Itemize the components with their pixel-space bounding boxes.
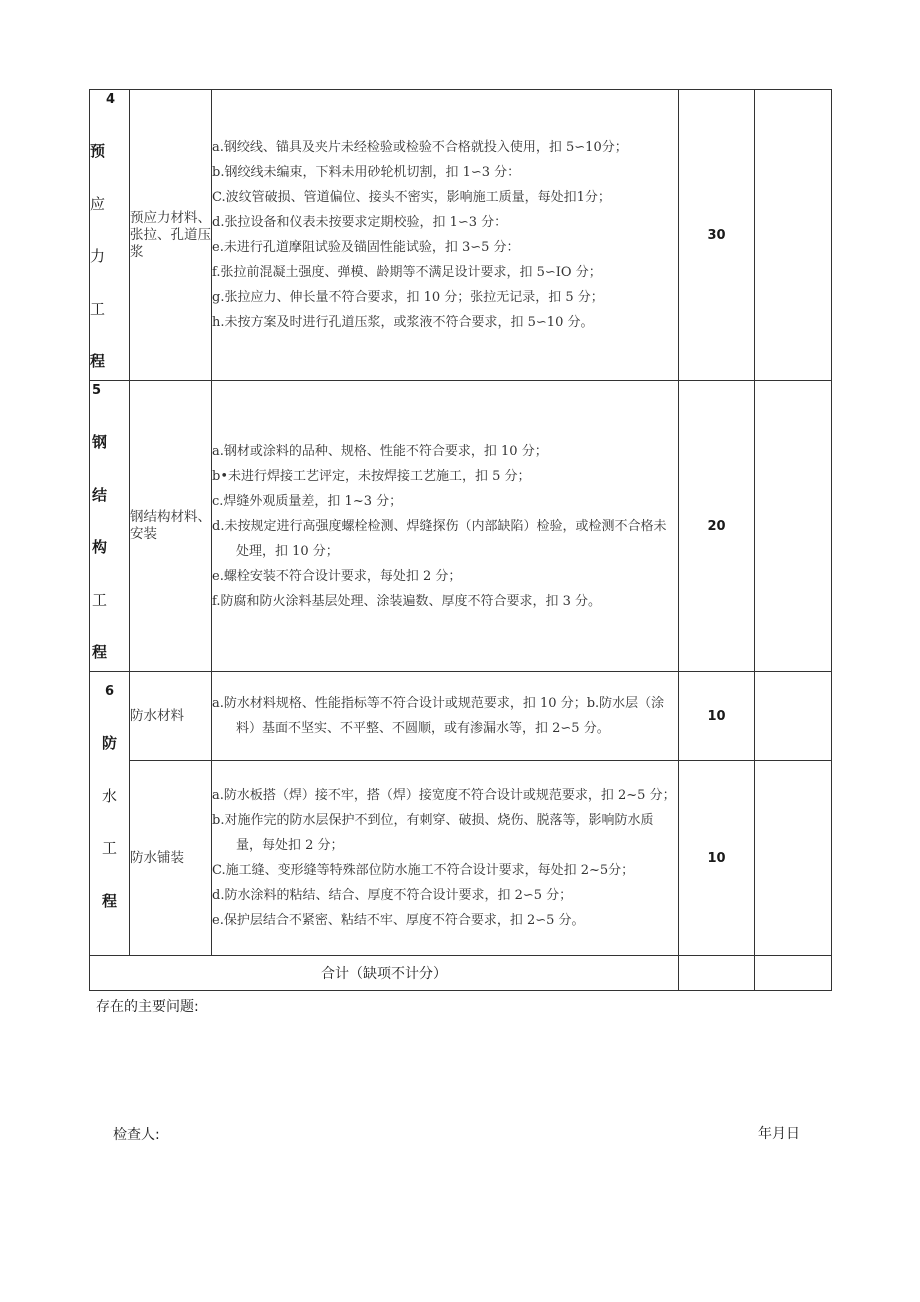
criteria-line: a.防水板搭（焊）接不牢，搭（焊）接宽度不符合设计或规范要求，扣 2~5 分；: [212, 788, 676, 803]
criteria-line: b.钢绞线未编束，下料未用砂轮机切割，扣 1∽3 分：: [212, 165, 521, 180]
section-char: 应: [90, 194, 106, 213]
section-label: [90, 381, 130, 672]
criteria-line: h.未按方案及时进行孔道压浆，或浆液不符合要求，扣 5∽10 分。: [212, 315, 594, 330]
criteria-line: f.张拉前混凝土强度、弹模、龄期等不满足设计要求，扣 5∽IO 分；: [212, 265, 602, 280]
item-name: 防水材料: [130, 672, 212, 761]
score-cell: 10: [679, 761, 755, 956]
actual-score-cell: [755, 672, 832, 761]
criteria-cell: [212, 90, 679, 381]
criteria-line: c.焊缝外观质量差，扣 1~3 分；: [212, 493, 403, 509]
criteria-line: C.波纹管破损、管道偏位、接头不密实，影响施工质量，每处扣1分；: [212, 190, 611, 205]
section-char: 程: [90, 352, 106, 370]
criteria-line: d.防水涂料的粘结、结合、厚度不符合设计要求，扣 2∽5 分；: [212, 888, 573, 903]
section-char: 力: [90, 247, 106, 265]
section-label: [90, 90, 130, 381]
total-score-cell: [679, 956, 755, 991]
score-cell: 20: [679, 381, 755, 672]
table-row: [90, 381, 832, 672]
criteria-line: d.未按规定进行高强度螺栓检测、焊缝探伤（内部缺陷）检验，或检测不合格未处理，扣 10 分；: [212, 518, 667, 559]
criteria-line: C.施工缝、变形缝等特殊部位防水施工不符合设计要求，每处扣 2~5分；: [212, 863, 635, 878]
criteria-line: b•未进行焊接工艺评定，未按焊接工艺施工，扣 5 分；: [212, 468, 531, 484]
score-cell: 30: [679, 90, 755, 381]
criteria-line: e.未进行孔道摩阻试验及锚固性能试验，扣 3∽5 分：: [212, 240, 520, 255]
criteria-line: a.钢绞线、锚具及夹片未经检验或检验不合格就投入使用，扣 5∽10分；: [212, 140, 628, 155]
section-char: 工: [92, 590, 108, 609]
criteria-line: a.防水材料规格、性能指标等不符合设计或规范要求，扣 10 分；b.防水层（涂料）基面不坚实、不平整、不圆顺，或有渗漏水等，扣 2∽5 分。: [212, 696, 665, 736]
total-row: [90, 956, 832, 991]
section-char: 防: [101, 734, 117, 752]
inspection-score-table: [89, 89, 832, 991]
section-char: 钢: [92, 433, 108, 451]
table-row: [90, 90, 832, 381]
table-row: [90, 672, 832, 761]
main-problems-label: 存在的主要问题:: [96, 999, 199, 1015]
actual-score-cell: [755, 761, 832, 956]
date-label: 年月日: [758, 1126, 800, 1142]
item-name: 预应力材料、张拉、孔道压浆: [130, 90, 212, 381]
inspector-label: 检查人:: [113, 1127, 160, 1143]
section-char: 程: [101, 891, 117, 910]
total-label: 合计（缺项不计分）: [90, 956, 679, 991]
actual-score-cell: [755, 90, 832, 381]
section-char: 程: [92, 643, 108, 661]
section-char: 预: [90, 142, 106, 160]
criteria-cell: [212, 672, 679, 761]
actual-score-cell: [755, 381, 832, 672]
section-char: 结: [92, 485, 108, 504]
section-number: 5: [92, 383, 102, 398]
criteria-line: e.保护层结合不紧密、粘结不牢、厚度不符合要求，扣 2∽5 分。: [212, 913, 585, 928]
criteria-line: d.张拉设备和仪表未按要求定期校验，扣 1∽3 分：: [212, 215, 508, 230]
score-cell: 10: [679, 672, 755, 761]
criteria-line: b.对施作完的防水层保护不到位，有刺穿、破损、烧伤、脱落等，影响防水质量，每处扣 2 分；: [212, 813, 654, 853]
criteria-line: f.防腐和防火涂料基层处理、涂装遍数、厚度不符合要求，扣 3 分。: [212, 593, 602, 609]
criteria-line: e.螺栓安装不符合设计要求，每处扣 2 分；: [212, 568, 462, 584]
section-number: 4: [106, 92, 116, 107]
section-char: 水: [101, 786, 117, 805]
item-name: 防水铺装: [130, 761, 212, 956]
table-row: [90, 761, 832, 956]
total-actual-cell: [755, 956, 832, 991]
item-name: 钢结构材料、安装: [130, 381, 212, 672]
section-label: [90, 672, 130, 956]
criteria-line: g.张拉应力、伸长量不符合要求，扣 10 分；张拉无记录，扣 5 分；: [212, 290, 604, 305]
section-char: 构: [92, 538, 108, 556]
criteria-cell: [212, 381, 679, 672]
section-char: 工: [90, 299, 106, 318]
criteria-line: a.钢材或涂料的品种、规格、性能不符合要求，扣 10 分；: [212, 443, 548, 459]
section-number: 6: [104, 684, 115, 699]
section-char: 工: [101, 839, 117, 858]
criteria-cell: [212, 761, 679, 956]
